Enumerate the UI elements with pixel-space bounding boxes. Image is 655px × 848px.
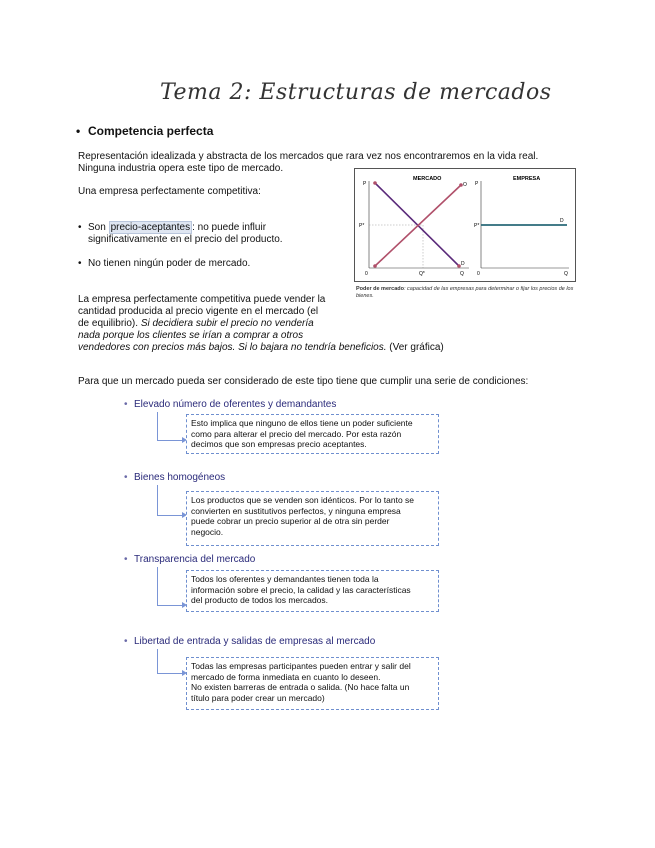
intro-line-2: Ninguna industria opera este tipo de mercado. [78, 163, 284, 174]
condition-box-line: puede cobrar un precio superior al de otra sin perder [191, 516, 390, 526]
page-title: Tema 2: Estructuras de mercados [160, 80, 552, 105]
condition-box-1 [186, 414, 439, 454]
market-chart-svg [355, 169, 575, 281]
section-bullet: • [76, 124, 81, 138]
right-pstar-label: P* [474, 223, 480, 229]
curve-endpoint [373, 264, 377, 268]
left-origin-label: 0 [365, 271, 368, 277]
connector-line [157, 649, 184, 674]
paragraph-line-3a: de equilibrio). [78, 318, 141, 329]
supply-label: O [463, 182, 467, 188]
bullet-pre: Son [88, 222, 109, 233]
condition-bullet: • [124, 554, 128, 565]
condition-box-line: negocio. [191, 526, 224, 537]
bullet-price-takers [78, 222, 283, 246]
section-heading-text: Competencia perfecta [88, 124, 214, 138]
paragraph-line-5 [78, 342, 444, 354]
bullet-mark: • [78, 222, 82, 233]
condition-box-line: No existen barreras de entrada o salida. (No hace falta un [191, 682, 410, 692]
intro-line-1: Representación idealizada y abstracta de los mercados que rara vez nos encontraremos en la vida real. [78, 151, 539, 162]
chart-right-title: EMPRESA [513, 176, 541, 182]
bullet-mark: • [78, 258, 82, 269]
condition-title-4 [124, 636, 375, 647]
condition-box-line: convierten en sustitutivos perfectos, y ninguna empresa [191, 505, 401, 516]
firm-demand-label: D [560, 218, 564, 224]
left-p-label: P [363, 181, 367, 187]
qstar-label: Q* [419, 271, 425, 277]
paragraph-line-5a: vendedores con precios más bajos. Si lo bajara no tendría beneficios. [78, 342, 387, 353]
bullet-post: : no puede influir [192, 222, 267, 233]
condition-box-4 [186, 657, 439, 710]
paragraph-line-3 [78, 318, 314, 330]
condition-box-line: Los productos que se venden son idénticos. Por lo tanto se [191, 495, 415, 505]
condition-box-line: decimos que son empresas precio aceptantes. [191, 439, 367, 449]
section-heading [76, 124, 213, 138]
condition-title-text: Libertad de entrada y salidas de empresas al mercado [134, 636, 376, 647]
supply-curve [375, 185, 461, 266]
right-q-label: Q [564, 271, 568, 277]
condition-box-line: información sobre el precio, la calidad y las características [191, 584, 411, 595]
conditions-intro: Para que un mercado pueda ser considerado de este tipo tiene que cumplir una serie de condiciones: [78, 376, 529, 387]
caption-text: : capacidad de las empresas para determinar o fijar los precios de los bienes. [356, 286, 574, 299]
condition-title-3 [124, 554, 255, 565]
bullet-text: No tienen ningún poder de mercado. [88, 258, 251, 269]
curve-endpoint [373, 181, 377, 185]
paragraph-line-5b: (Ver gráfica) [386, 342, 444, 353]
intro-line-3: Una empresa perfectamente competitiva: [78, 186, 261, 197]
left-pstar-label: P* [359, 223, 365, 229]
condition-box-2 [186, 491, 439, 546]
condition-title-text: Elevado número de oferentes y demandantes [134, 399, 337, 410]
paragraph-line-2: cantidad producida al precio vigente en el mercado (el [78, 306, 319, 317]
bullet-no-market-power [78, 258, 250, 270]
condition-box-line: Esto implica que ninguno de ellos tiene un poder suficiente [191, 418, 413, 428]
condition-box-line: como para alterar el precio del mercado. Por esta razón [191, 428, 402, 439]
paragraph-line-1: La empresa perfectamente competitiva puede vender la [78, 294, 326, 305]
highlighted-term: precio-aceptantes [110, 222, 191, 233]
condition-bullet: • [124, 472, 128, 483]
bullet-line-2: significativamente en el precio del producto. [88, 234, 283, 245]
connector-line [157, 485, 184, 516]
condition-box-line: mercado de forma inmediata en cuanto lo deseen. [191, 671, 381, 682]
connector-line [157, 567, 184, 606]
demand-label: D [461, 261, 465, 267]
left-q-label: Q [460, 271, 464, 277]
chart-left-title: MERCADO [413, 176, 442, 182]
condition-bullet: • [124, 399, 128, 410]
market-chart [354, 168, 576, 282]
condition-box-line: Todas las empresas participantes pueden entrar y salir del [191, 661, 411, 671]
paragraph-line-4: nada porque los clientes se irían a comprar a otros [78, 330, 304, 341]
chart-caption [356, 286, 576, 300]
condition-title-1 [124, 399, 336, 410]
condition-box-line: del producto de todos los mercados. [191, 595, 329, 605]
condition-title-text: Transparencia del mercado [134, 554, 256, 565]
condition-title-2 [124, 472, 225, 483]
condition-title-text: Bienes homogéneos [134, 472, 226, 483]
condition-box-3 [186, 570, 439, 612]
condition-box-line: Todos los oferentes y demandantes tienen toda la [191, 574, 379, 584]
connector-line [157, 412, 184, 441]
right-origin-label: 0 [477, 271, 480, 277]
condition-box-line: título para poder crear un mercado) [191, 692, 325, 703]
caption-bold: Poder de mercado [356, 286, 404, 292]
condition-bullet: • [124, 636, 128, 647]
right-p-label: P [475, 181, 479, 187]
paragraph-line-3b: Si decidiera subir el precio no vendería [140, 318, 314, 329]
